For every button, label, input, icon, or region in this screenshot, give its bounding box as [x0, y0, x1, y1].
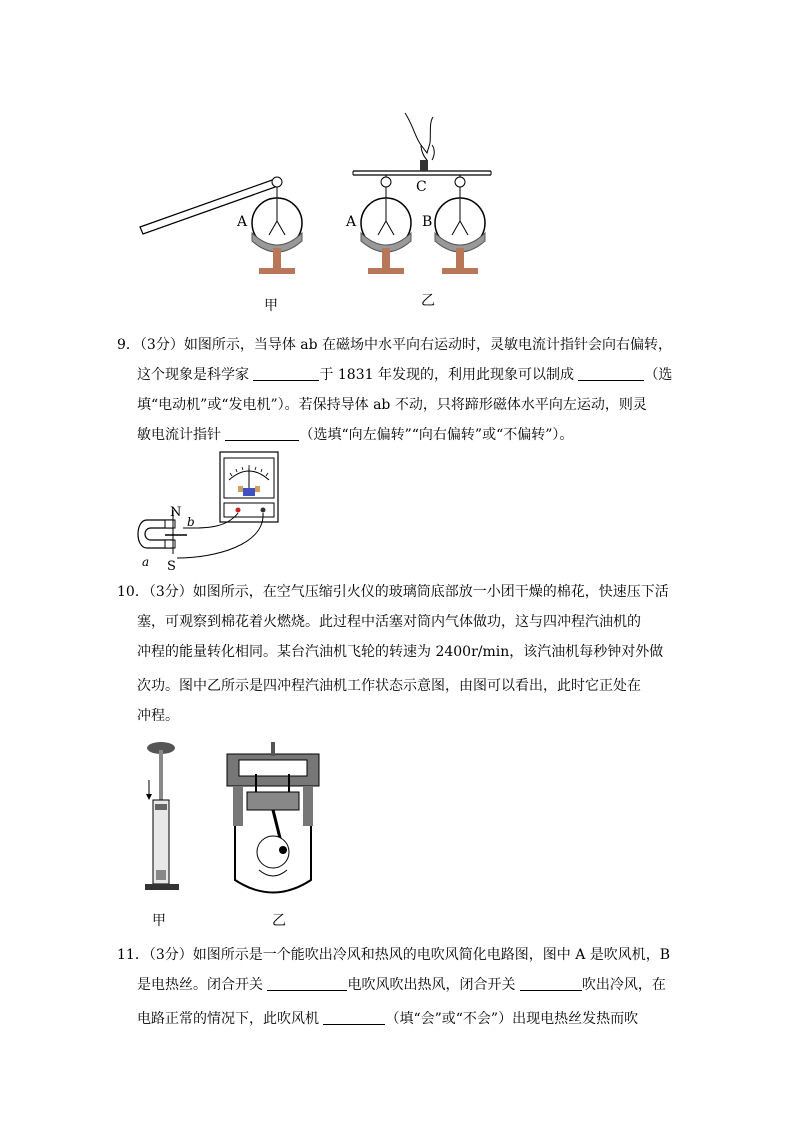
label-a-left: A: [237, 214, 248, 230]
electroscope-b: [435, 175, 485, 274]
compression-igniter: [145, 742, 179, 890]
label-a-right: A: [346, 214, 357, 230]
magnet-s-label: S: [167, 559, 176, 572]
engine-figure: [135, 740, 335, 900]
q9-line-3: 填“电动机”或“发电机”）。若保持导体 ab 不动，只将蹄形磁体水平向左运动，则灵: [137, 397, 647, 413]
q10-line-1: 10．（3分）如图所示，在空气压缩引火仪的玻璃筒底部放一小团干燥的棉花，快速压下活: [117, 584, 669, 600]
q10-line-5: 冲程。: [137, 708, 179, 724]
q9-line-4: 敏电流计指针 （选填“向左偏转”“向右偏转”或“不偏转”）。: [137, 427, 574, 443]
q11-blank-1[interactable]: [267, 976, 347, 991]
conductor-b-label: b: [187, 515, 195, 529]
fig8-caption-left: 甲: [264, 298, 278, 314]
q10-line-3: 冲程的能量转化相同。某台汽油机飞轮的转速为 2400r/min，该汽油机每秒钟对外做: [137, 644, 664, 660]
fig10-caption-right: 乙: [272, 913, 286, 929]
q9-line-2: 这个现象是科学家 于 1831 年发现的，利用此现象可以制成 （选: [137, 367, 673, 383]
q11-blank-2[interactable]: [520, 976, 582, 991]
q10-line-4: 次功。图中乙所示是四冲程汽油机工作状态示意图，由图可以看出，此时它正处在: [137, 678, 641, 694]
q10-number: 10．: [117, 584, 149, 600]
fig10-caption-left: 甲: [152, 913, 166, 929]
electroscope-a-right: [361, 175, 411, 274]
q11-line-1: 11．（3分）如图所示是一个能吹出冷风和热风的电吹风简化电路图，图中 A 是吹风机，B: [117, 947, 671, 963]
conductor-a-label: a: [142, 555, 150, 569]
magnet-n-label: N: [170, 505, 182, 520]
electroscope-figure: [135, 105, 495, 280]
label-b: B: [422, 214, 433, 230]
q9-blank-3[interactable]: [225, 426, 299, 441]
q11-score: （3分）: [148, 947, 193, 963]
q11-blank-3[interactable]: [323, 1010, 385, 1025]
q10-score: （3分）: [148, 584, 193, 600]
q11-line-3: 电路正常的情况下，此吹风机 （填“会”或“不会”）出现电热丝发热而吹: [137, 1011, 639, 1027]
q9-line-1: 9．（3分）如图所示，当导体 ab 在磁场中水平向右运动时，灵敏电流计指针会向右偏转，: [117, 337, 673, 353]
fig8-caption-right: 乙: [421, 293, 435, 309]
four-stroke-engine: [227, 742, 319, 893]
q10-line-2: 塞，可观察到棉花着火燃烧。此过程中活塞对筒内气体做功，这与四冲程汽油机的: [137, 614, 641, 630]
q9-score: （3分）: [139, 337, 184, 353]
q9-blank-2[interactable]: [578, 366, 644, 381]
q9-blank-1[interactable]: [253, 366, 319, 381]
q11-line-2: 是电热丝。闭合开关 电吹风吹出热风，闭合开关 吹出冷风，在: [137, 977, 666, 993]
label-c: C: [416, 179, 427, 195]
q9-number: 9．: [117, 337, 140, 353]
galvanometer-figure: [125, 450, 285, 572]
q11-number: 11．: [117, 947, 149, 963]
